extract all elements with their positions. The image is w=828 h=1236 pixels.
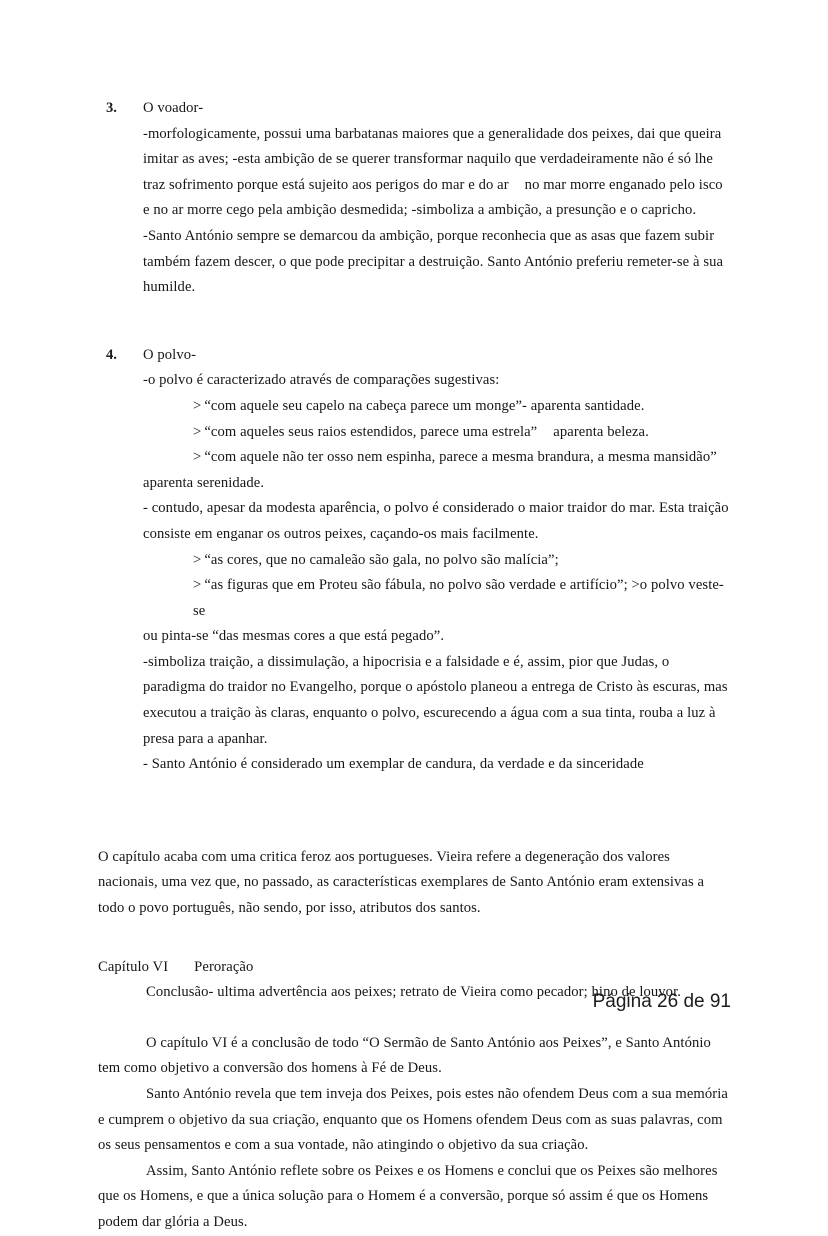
- list-title-4: O polvo-: [143, 346, 197, 363]
- section-4-quote-3: [98, 445, 732, 471]
- chapter-title: Peroração: [194, 958, 254, 975]
- quote-marker-icon: >: [193, 577, 202, 594]
- section-spacer: [98, 778, 732, 820]
- chapter-heading: [98, 955, 732, 981]
- section-3-line-2: no mar morre enganado pelo isco e no ar morre cego pela ambição desmedida; -simboliza a ambição, a presunção e o capricho.: [143, 176, 723, 219]
- chapter-label: Capítulo VI: [98, 958, 169, 975]
- section-4-paragraph-candura: - Santo António é considerado um exemplar de candura, da verdade e da sinceridade: [143, 756, 644, 773]
- document-body: [98, 96, 732, 1236]
- section-4-quote-2: [98, 420, 732, 446]
- quote-text: “as figuras que em Proteu são fábula, no polvo são verdade e artifício”; >o polvo veste-se: [193, 577, 724, 619]
- list-number-4: 4.: [106, 346, 117, 363]
- quote-text: “as cores, que no camaleão são gala, no polvo são malícia”;: [204, 551, 559, 568]
- page-number-label: Página 26 de 91: [592, 991, 731, 1012]
- section-spacer: [98, 301, 732, 343]
- quote-marker-icon: >: [193, 449, 202, 466]
- quote-text: “com aquele não ter osso nem espinha, parece a mesma brandura, a mesma mansidão”: [204, 449, 717, 466]
- section-4-quote-1: [98, 394, 732, 420]
- chapter-paragraph-1: O capítulo VI é a conclusão de todo “O Sermão de Santo António aos Peixes”, e Santo António tem como objetivo a conversão dos homens à Fé de Deus.: [98, 1034, 711, 1077]
- section-4-intro: -o polvo é caracterizado através de comparações sugestivas:: [143, 372, 500, 389]
- quote-text: “com aquele seu capelo na cabeça parece um monge”- aparenta santidade.: [204, 397, 645, 414]
- quote-marker-icon: >: [193, 423, 202, 440]
- numbered-item-4: [98, 343, 732, 369]
- section-4-after-quote-3: aparenta serenidade.: [143, 474, 265, 491]
- section-3-body: [98, 122, 732, 224]
- quote-tail: aparenta beleza.: [553, 423, 649, 440]
- section-4-paragraph-contudo: - contudo, apesar da modesta aparência, o polvo é considerado o maior traidor do mar. Esta traição consiste em enganar os outros peixes, caçando-os mais facilmente.: [143, 500, 729, 542]
- chapter-summary: Conclusão- ultima advertência aos peixes; retrato de Vieira como pecador; hino de louvor.: [146, 984, 681, 1001]
- section-spacer: [98, 820, 732, 845]
- section-3-body-2: -Santo António sempre se demarcou da ambição, porque reconhecia que as asas que fazem subir também fazem descer, o que pode precipitar a destruição. Santo António preferiu remeter-se à sua humilde.: [143, 227, 724, 296]
- chapter-paragraph-3: Assim, Santo António reflete sobre os Peixes e os Homens e conclui que os Peixes são melhores que os Homens, e que a única solução para o Homem é a conversão, porque só assim é que os Homens podem dar glória a Deus.: [98, 1162, 718, 1230]
- section-4-quote-4: [98, 548, 732, 574]
- list-number-3: 3.: [106, 100, 117, 116]
- section-4-paragraph-simboliza: -simboliza traição, a dissimulação, a hipocrisia e a falsidade e é, assim, pior que Judas, o paradigma do traidor no Evangelho, porque o apóstolo planeou a entrega de Cristo às escuras, mas executou a traição às claras, enquanto o polvo, escurecendo a água com a sua tinta, rouba a luz à presa para a apanhar.: [143, 653, 728, 747]
- quote-marker-icon: >: [193, 551, 202, 568]
- section-4-quote-5: [98, 573, 732, 624]
- closing-paragraph: O capítulo acaba com uma critica feroz aos portugueses. Vieira refere a degeneração dos valores nacionais, uma vez que, no passado, as características exemplares de Santo António eram extensivas a todo o povo português, não sendo, por isso, atributos dos santos.: [98, 848, 705, 917]
- section-3-line-1: -morfologicamente, possui uma barbatanas maiores que a generalidade dos peixes, dai que queira imitar as aves; -esta ambição de se querer transformar naquilo que verdadeiramente não é só lhe traz sofrimento porque está sujeito aos perigos do mar e do ar: [143, 125, 722, 193]
- quote-marker-icon: >: [193, 397, 202, 414]
- chapter-paragraph-2: Santo António revela que tem inveja dos Peixes, pois estes não ofendem Deus com a sua memória e cumprem o objetivo da sua criação, enquanto que os Homens ofendem Deus com as suas palavras, com os seus pensamentos e com a sua vontade, não atingindo o objetivo da sua criação.: [98, 1086, 728, 1154]
- numbered-item-3: [98, 96, 732, 122]
- list-title-3: O voador-: [143, 100, 204, 116]
- quote-text: “com aqueles seus raios estendidos, parece uma estrela”: [204, 423, 538, 440]
- section-spacer: [98, 922, 732, 955]
- section-4-continuation: ou pinta-se “das mesmas cores a que está pegado”.: [143, 628, 445, 645]
